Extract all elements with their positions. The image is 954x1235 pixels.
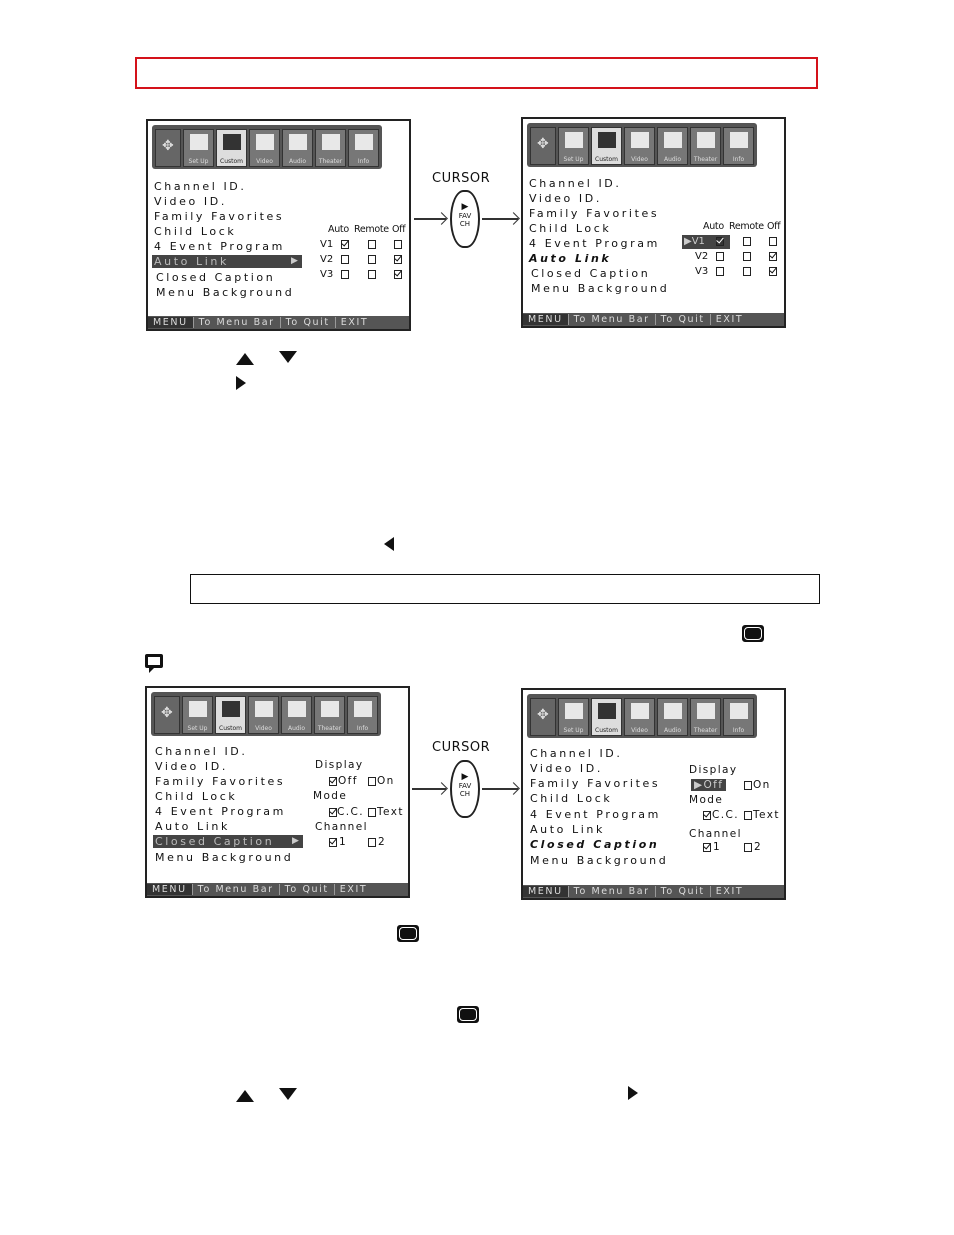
setup-icon: Set Up [558,698,589,736]
menu-item-auto-link: Auto Link [155,820,230,833]
mode-cc-label: C.C. [337,806,364,818]
status-bar [523,885,784,898]
checkbox-v2-off [394,255,402,264]
menu-item-family-favorites: Family Favorites [154,210,285,223]
right-arrow-icon [628,1086,638,1100]
checkbox-v3-remote [743,267,751,276]
checkbox-mode-text [744,811,752,820]
status-to-menu-bar: To Menu Bar [568,886,655,897]
mode-text-label: Text [753,809,780,821]
audio-icon: Audio [657,127,688,165]
display-label: Display [315,759,364,771]
key-fav-label: FAV [458,782,472,790]
menu-item-channel-id: Channel ID. [529,177,622,190]
closed-caption-menu-after [521,688,786,900]
status-bar [148,316,409,329]
down-arrow-icon [279,351,297,363]
mode-cc-label: C.C. [712,809,739,821]
menu-item-event-program: 4 Event Program [154,240,285,253]
status-menu: MENU [523,886,568,897]
closed-caption-icon [397,925,419,942]
checkbox-v2-remote [743,252,751,261]
col-header-auto: Auto [703,221,724,232]
theater-icon: Theater [690,127,721,165]
checkbox-v3-remote [368,270,376,279]
col-header-off: Off [392,224,406,235]
status-exit: EXIT [710,886,749,897]
menu-item-event-program: 4 Event Program [530,808,661,821]
col-header-remote: Remote [729,221,764,232]
col-header-auto: Auto [328,224,349,235]
navigation-icon: ✥ [530,127,556,165]
row-label-v1: V1 [691,236,705,247]
checkbox-display-on [744,781,752,790]
checkbox-v3-off [769,267,777,276]
up-arrow-icon [236,353,254,365]
arrow-head-icon [507,782,520,795]
setup-icon: Set Up [183,129,214,167]
channel-1-label: 1 [713,841,722,853]
cursor-label: CURSOR [432,740,491,755]
menu-item-child-lock: Child Lock [154,225,237,238]
status-menu: MENU [523,314,568,325]
row-label-v2: V2 [320,254,334,265]
checkbox-v2-remote [368,255,376,264]
checkbox-display-off [329,777,337,786]
menu-item-video-id: Video ID. [154,195,227,208]
status-to-menu-bar: To Menu Bar [193,317,280,328]
display-on-label: On [753,779,771,791]
display-off-selected [691,779,726,791]
info-icon: Info [723,698,754,736]
menu-item-auto-link: Auto Link [529,252,612,265]
right-triangle-icon: ▶ [461,772,469,782]
checkbox-v2-auto [716,252,724,261]
menu-item-video-id: Video ID. [155,760,228,773]
custom-icon: Custom [216,129,247,167]
highlight-arrow-icon: ▶ [292,836,299,846]
menu-item-family-favorites: Family Favorites [529,207,660,220]
left-arrow-icon [384,537,394,551]
video-icon: Video [248,696,279,734]
menu-item-child-lock: Child Lock [529,222,612,235]
menu-item-auto-link: Auto Link [530,823,605,836]
arrow-head-icon [435,212,448,225]
status-bar [523,313,784,326]
mode-text-label: Text [377,806,404,818]
checkbox-v1-off [769,237,777,246]
header-box [135,57,818,89]
checkbox-v1-off [394,240,402,249]
status-bar [147,883,408,896]
menu-item-child-lock: Child Lock [155,790,238,803]
checkbox-channel-1 [703,843,711,852]
highlight-arrow-icon: ▶ [684,236,692,247]
arrow-head-icon [507,212,520,225]
setup-icon: Set Up [182,696,213,734]
speech-bubble-icon [145,654,163,668]
closed-caption-icon [457,1006,479,1023]
channel-2-label: 2 [754,841,763,853]
setup-icon: Set Up [558,127,589,165]
status-menu: MENU [147,884,192,895]
row-label-v2: V2 [695,251,709,262]
menu-item-child-lock: Child Lock [530,792,613,805]
menu-item-channel-id: Channel ID. [530,747,623,760]
menu-icon-bar [527,694,757,738]
audio-icon: Audio [282,129,313,167]
video-icon: Video [624,698,655,736]
channel-2-label: 2 [378,836,387,848]
mode-label: Mode [313,790,348,802]
auto-link-menu-before [146,119,411,331]
info-icon: Info [723,127,754,165]
col-header-remote: Remote [354,224,389,235]
status-to-menu-bar: To Menu Bar [568,314,655,325]
navigation-icon: ✥ [154,696,180,734]
status-exit: EXIT [334,884,373,895]
checkbox-mode-text [368,808,376,817]
checkbox-v3-auto [341,270,349,279]
menu-item-video-id: Video ID. [529,192,602,205]
key-ch-label: CH [459,790,471,798]
menu-item-video-id: Video ID. [530,762,603,775]
checkbox-mode-cc [329,808,337,817]
cursor-right-key [450,190,480,248]
closed-caption-menu-before [145,686,410,898]
highlight-arrow-icon: ▶ [291,256,298,266]
checkbox-display-on [368,777,376,786]
checkbox-v1-remote [368,240,376,249]
audio-icon: Audio [281,696,312,734]
navigation-icon: ✥ [530,698,556,736]
menu-icon-bar [151,692,381,736]
status-exit: EXIT [710,314,749,325]
menu-item-closed-caption: Closed Caption [156,271,276,284]
status-to-menu-bar: To Menu Bar [192,884,279,895]
channel-label: Channel [689,828,742,840]
checkbox-v1-auto [716,237,724,246]
mode-label: Mode [689,794,724,806]
cursor-label: CURSOR [432,171,491,186]
audio-icon: Audio [657,698,688,736]
display-label: Display [689,764,738,776]
cursor-right-key [450,760,480,818]
menu-item-family-favorites: Family Favorites [530,777,661,790]
closed-caption-icon [742,625,764,642]
right-triangle-icon: ▶ [461,202,469,212]
theater-icon: Theater [315,129,346,167]
menu-icon-bar [152,125,382,169]
status-to-quit: To Quit [279,884,334,895]
checkbox-mode-cc [703,811,711,820]
checkbox-v2-off [769,252,777,261]
checkbox-v3-off [394,270,402,279]
display-on-label: On [377,775,395,787]
section-heading-box [190,574,820,604]
right-arrow-icon [236,376,246,390]
row-label-v3: V3 [320,269,334,280]
display-off-label: Off [338,775,358,787]
channel-label: Channel [315,821,368,833]
status-exit: EXIT [335,317,374,328]
info-icon: Info [347,696,378,734]
checkbox-channel-1 [329,838,337,847]
menu-item-closed-caption: Closed Caption [531,267,651,280]
menu-item-menu-background: Menu Background [531,282,670,295]
auto-link-menu-after [521,117,786,328]
theater-icon: Theater [314,696,345,734]
video-icon: Video [624,127,655,165]
menu-item-auto-link: Auto Link [152,255,302,268]
key-ch-label: CH [459,220,471,228]
col-header-off: Off [767,221,781,232]
key-fav-label: FAV [458,212,472,220]
menu-item-menu-background: Menu Background [155,851,294,864]
navigation-icon: ✥ [155,129,181,167]
status-menu: MENU [148,317,193,328]
row-label-v1-selected [684,236,705,247]
display-off-label: Off [703,779,724,791]
down-arrow-icon [279,1088,297,1100]
menu-item-closed-caption: Closed Caption [530,838,660,851]
menu-icon-bar [527,123,757,167]
checkbox-channel-2 [744,843,752,852]
menu-item-event-program: 4 Event Program [529,237,660,250]
up-arrow-icon [236,1090,254,1102]
status-to-quit: To Quit [655,886,710,897]
custom-icon: Custom [591,127,622,165]
menu-item-event-program: 4 Event Program [155,805,286,818]
menu-item-menu-background: Menu Background [530,854,669,867]
checkbox-v1-remote [743,237,751,246]
custom-icon: Custom [591,698,622,736]
checkbox-channel-2 [368,838,376,847]
checkbox-v2-auto [341,255,349,264]
status-to-quit: To Quit [280,317,335,328]
row-label-v3: V3 [695,266,709,277]
checkbox-v1-auto [341,240,349,249]
status-to-quit: To Quit [655,314,710,325]
checkbox-v3-auto [716,267,724,276]
menu-item-channel-id: Channel ID. [154,180,247,193]
row-label-v1: V1 [320,239,334,250]
menu-item-family-favorites: Family Favorites [155,775,286,788]
theater-icon: Theater [690,698,721,736]
video-icon: Video [249,129,280,167]
channel-1-label: 1 [339,836,348,848]
info-icon: Info [348,129,379,167]
menu-item-menu-background: Menu Background [156,286,295,299]
highlight-arrow-icon: ▶ [694,779,704,791]
menu-item-channel-id: Channel ID. [155,745,248,758]
menu-item-closed-caption: Closed Caption [153,835,303,848]
arrow-head-icon [435,782,448,795]
custom-icon: Custom [215,696,246,734]
